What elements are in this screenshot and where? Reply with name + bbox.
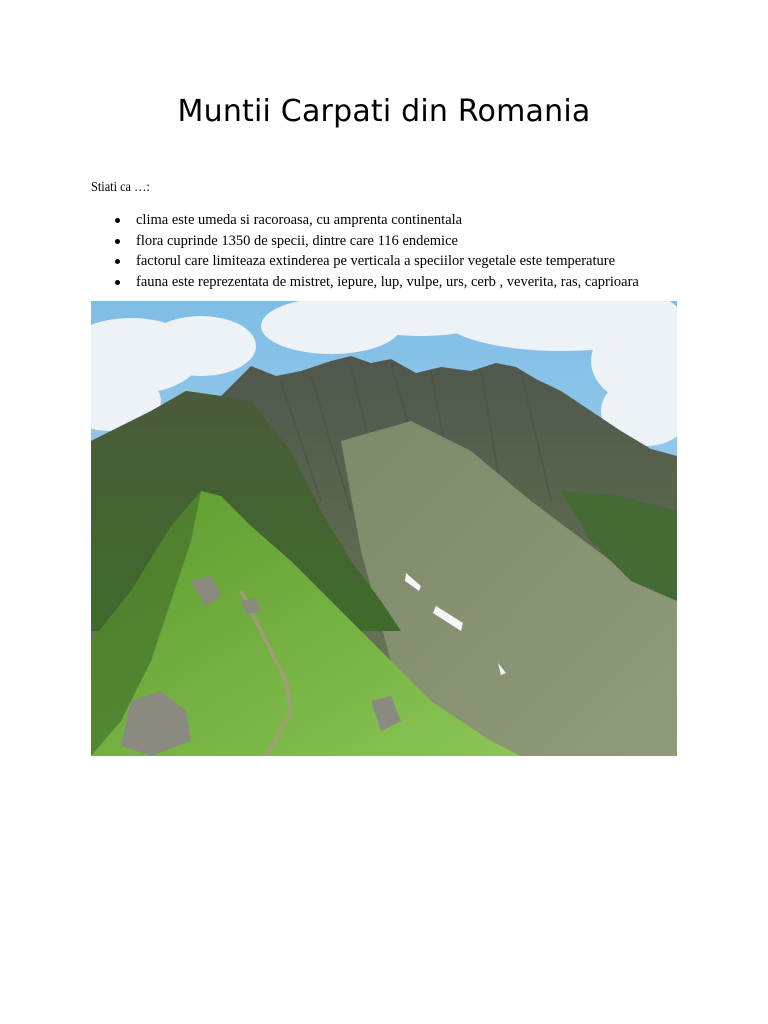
bullet-icon [115, 218, 120, 223]
page-title: Muntii Carpati din Romania [177, 94, 591, 129]
list-item [91, 210, 639, 231]
bullet-icon [115, 259, 120, 264]
list-item-text: factorul care limiteaza extinderea pe verticala a speciilor vegetale este temperature [136, 253, 616, 269]
list-item-text: fauna este reprezentata de mistret, iepure, lup, vulpe, urs, cerb , veverita, ras, caprioara [136, 273, 639, 290]
mountain-photo [91, 301, 677, 756]
list-item [91, 272, 639, 293]
bullet-icon [115, 280, 120, 285]
facts-list [91, 210, 639, 292]
list-item-text: clima este umeda si racoroasa, cu amprenta continentala [136, 212, 463, 228]
list-item-text: flora cuprinde 1350 de specii, dintre care 116 endemice [136, 232, 458, 249]
list-item [91, 231, 639, 252]
intro-text: Stiati ca …: [91, 180, 150, 195]
bullet-icon [115, 239, 120, 244]
list-item [91, 251, 639, 272]
